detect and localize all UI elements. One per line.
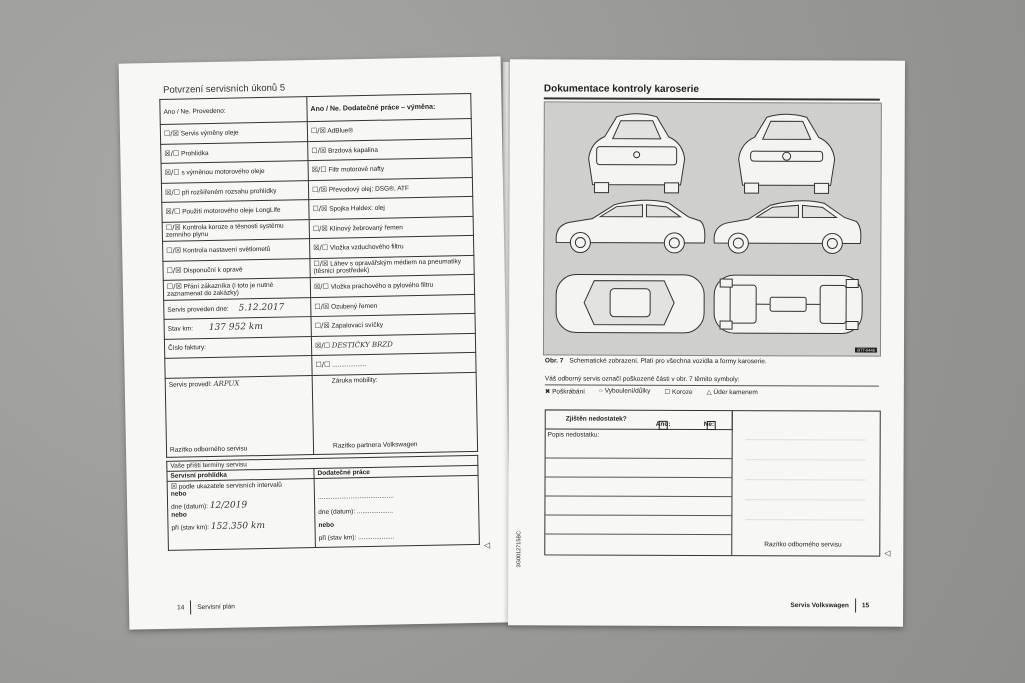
- next-right-nebo: nebo: [318, 521, 335, 529]
- checkbox-pair: ☒/☐: [313, 243, 329, 253]
- page-title: Potvrzení servisních úkonů 5: [163, 82, 286, 96]
- footer-text: Servis Volkswagen: [790, 602, 849, 610]
- stamp-left-label: Razítko odborného servisu: [169, 444, 248, 454]
- figure-caption: [545, 357, 767, 365]
- next-km-value: 152.350 km: [210, 520, 266, 533]
- left-page: [119, 56, 512, 629]
- checkbox-pair: ☐/☒: [312, 224, 328, 233]
- checkbox-pair: ☐/☒: [165, 223, 181, 233]
- car-side-left: [556, 200, 705, 253]
- yes-checkbox[interactable]: [659, 421, 668, 430]
- checkbox-pair: ☐/☒: [314, 321, 330, 331]
- symbols-rule: [545, 384, 879, 386]
- checkbox-pair: ☒/☐: [165, 207, 181, 217]
- next-right-km: při (stav km): ....................: [318, 533, 395, 542]
- symbol-corrosion: ☐ Koroze: [664, 388, 693, 396]
- checkbox-pair: ☐/☒: [166, 266, 182, 275]
- provider-cell: [165, 375, 313, 457]
- left-footer: [177, 600, 235, 615]
- checkbox-pair: ☐/☒: [163, 129, 179, 139]
- title-rule: [544, 97, 880, 100]
- row-right-label: Spojka Haldex: olej: [329, 204, 385, 213]
- defect-desc-label: Popis nedostatku:: [547, 431, 600, 439]
- row-left-label: Servis výměny oleje: [180, 129, 239, 138]
- service-confirmation-table: [159, 93, 478, 457]
- checkbox-pair: ☐/☐: [315, 360, 331, 370]
- page-number: 14: [176, 604, 185, 612]
- invoice-label: Číslo faktury:: [168, 344, 207, 353]
- extra-label: ...................: [332, 361, 367, 369]
- page-number: 15: [861, 602, 870, 610]
- side-code: 3G0012715BC: [516, 530, 523, 568]
- defect-header: [546, 410, 733, 430]
- car-rear-view: [589, 114, 685, 193]
- row-right-label: Brzdová kapalina: [327, 146, 378, 155]
- car-outlines-svg: [544, 102, 881, 355]
- checkbox-pair: ☐/☒: [166, 282, 182, 291]
- extra-handwritten: DESTIČKY BRZD: [331, 340, 393, 350]
- row-left-label: Přání zákazníka (i toto je nutné zaznamenat do zakázky): [166, 281, 274, 298]
- mileage-label: Stav km:: [167, 325, 194, 334]
- row-left-label: s výměnou motorového oleje: [181, 168, 265, 177]
- next-date-value: 12/2019: [209, 500, 248, 512]
- row-left-label: při rozšířeném rozsahu prohlídky: [181, 187, 277, 197]
- next-right-body: [314, 475, 479, 547]
- row-right-label: Filtr motorové nafty: [328, 165, 385, 174]
- next-km-label: při (stav km):: [171, 524, 210, 532]
- no-checkbox[interactable]: [707, 421, 716, 430]
- caption-text: Schematické zobrazení. Platí pro všechna vozidla a formy karoserie.: [569, 357, 767, 366]
- row-right-label: Převodový olej: DSG®, ATF: [328, 184, 410, 194]
- provider-value: ARPUX: [213, 378, 240, 388]
- symbols-intro: Váš odborný servis označí poškozené části v obr. 7 těmito symboly:: [544, 375, 740, 384]
- col-right-header: Ano / Ne. Dodatečné práce – výměna:: [307, 93, 471, 121]
- defect-no-label: Ne:: [703, 420, 715, 429]
- checkbox-pair: ☐/☒: [311, 146, 327, 155]
- stamp-right-label: Razítko partnera Volkswagen: [332, 440, 418, 450]
- caption-label: Obr. 7: [544, 357, 564, 365]
- next-col-left: Servisní prohlídka: [167, 469, 314, 482]
- checkbox-pair: ☐/☒: [166, 246, 182, 256]
- right-footer: [790, 598, 869, 612]
- checkbox-pair: ☐/☒: [310, 127, 326, 136]
- checkbox-pair: ☐/☒: [312, 204, 328, 214]
- checkbox-pair: ☐/☒: [311, 185, 328, 194]
- row-right-label: AdBlue®: [327, 127, 354, 135]
- extra-label: Ozubený řemen: [330, 302, 378, 311]
- triangle-marker: ◁: [884, 548, 891, 558]
- row-right-label: Klínový žebrovaný řemen: [329, 224, 403, 233]
- figure-code: BTT-0446: [857, 347, 875, 353]
- next-right-dots: ..........................................: [317, 492, 394, 501]
- page-title: Dokumentace kontroly karoserie: [543, 83, 699, 95]
- next-left-body: ☒ podle ukazatele servisních intervalů nebo dne (datum): 12/2019 nebo při (stav km): 152.350 km: [167, 479, 315, 551]
- right-page: [508, 59, 905, 626]
- checkbox-pair: ☐/☒: [314, 302, 330, 311]
- symbol-dent: ○ Vyboulení/důlky: [598, 387, 651, 395]
- next-indicator-label: podle ukazatele servisních intervalů: [178, 481, 282, 491]
- defect-question: Zjištěn nedostatek?: [565, 415, 627, 423]
- footer-text: Servisní plán: [197, 603, 235, 612]
- next-nebo: nebo: [170, 490, 187, 498]
- provider-label: Servis provedl:: [168, 380, 212, 389]
- next-right-date: dne (datum): ....................: [318, 507, 394, 516]
- car-side-right: [714, 200, 861, 253]
- checkbox-pair: ☒/☐: [164, 149, 180, 158]
- next-date-label: dne (datum):: [171, 503, 209, 511]
- next-col-right: Dodatečné práce: [314, 465, 478, 478]
- mileage-value: 137 952 km: [208, 322, 263, 334]
- service-date-value: 5.12.2017: [238, 302, 285, 314]
- row-left-label: Kontrola koroze a těsnosti systému zemního plynu: [165, 222, 284, 240]
- row-left-label: Použití motorového oleje LongLife: [182, 206, 281, 216]
- checkbox-pair: ☒/☐: [164, 168, 180, 178]
- service-date-label: Servis proveden dne:: [167, 305, 229, 314]
- mobility-cell: [312, 372, 477, 454]
- car-bottom-view: [714, 275, 862, 334]
- checkbox-pair: ☒/☐: [313, 282, 329, 292]
- row-left-label: Disponuční k opravě: [183, 266, 243, 275]
- next-title: Vaše příští termíny servisu: [167, 455, 478, 471]
- checkbox-pair: ☒/☐: [314, 341, 331, 350]
- row-left-label: Kontrola nastavení světlometů: [182, 246, 271, 255]
- symbols-legend: [545, 387, 879, 396]
- extra-label: Zapalovací svíčky: [331, 321, 384, 330]
- car-top-view: [556, 274, 704, 333]
- stamp-label: Razítko odborného servisu: [764, 541, 842, 549]
- checkbox-pair: ☐/☒: [313, 259, 329, 269]
- defect-yes-label: Ano:: [655, 420, 671, 428]
- mobility-label: Záruka mobility:: [331, 376, 378, 385]
- defect-form: [544, 409, 881, 556]
- car-body-diagram: [543, 101, 882, 356]
- triangle-marker: ◁: [483, 540, 491, 550]
- checkbox-pair: ☒/☐: [165, 188, 181, 197]
- next-nebo-2: nebo: [171, 511, 187, 519]
- symbol-stone-chip: △ Úder kamenem: [706, 389, 758, 397]
- row-left-label: Prohlídka: [181, 149, 209, 158]
- row-right-label: Vložka prachového a pylového filtru: [330, 281, 434, 291]
- car-front-view: [739, 114, 835, 193]
- col-left-header: Ano / Ne. Provedeno:: [160, 97, 307, 125]
- symbol-scratch: ✖ Poškrábání: [544, 388, 585, 396]
- row-right-label: Láhev s opravářským médiem na pneumatiky (těsnicí prostředek): [313, 258, 462, 276]
- checkbox-pair: ☒/☐: [311, 165, 327, 175]
- next-service-table: [166, 455, 480, 551]
- row-right-label: Vložka vzduchového filtru: [329, 243, 404, 252]
